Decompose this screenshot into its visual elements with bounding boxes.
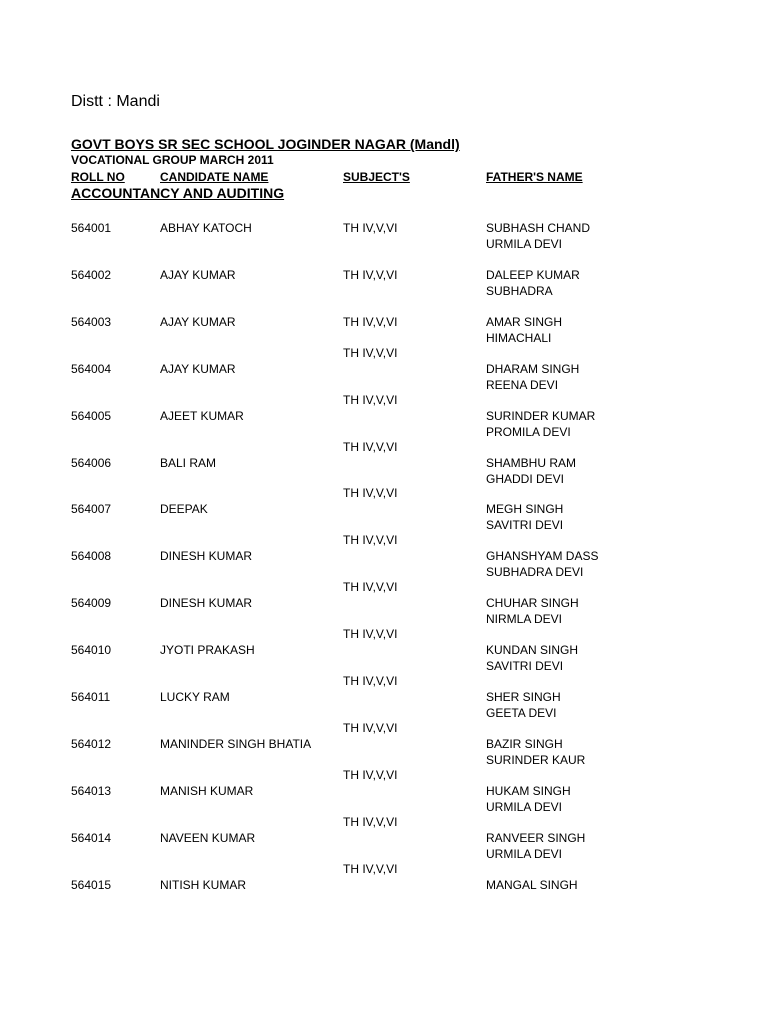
father-name-cell: CHUHAR SINGH (486, 596, 579, 611)
subjects-cell: TH IV,V,VI (343, 221, 398, 235)
father-name-cell: DALEEP KUMAR (486, 267, 580, 282)
candidate-name-cell: DINESH KUMAR (160, 596, 253, 611)
subjects-cell: TH IV,V,VI (343, 580, 398, 595)
candidate-name-cell: DINESH KUMAR (160, 549, 253, 564)
mother-name-cell: SAVITRI DEVI (486, 659, 564, 674)
roll-no-cell: 564015 (71, 877, 112, 892)
subjects-cell: TH IV,V,VI (343, 486, 398, 501)
candidate-name-cell: DEEPAK (160, 502, 208, 517)
roll-no-cell: 564014 (71, 830, 112, 845)
district-line: Distt : Mandi (71, 93, 160, 110)
father-name-cell: BAZIR SINGH (486, 736, 563, 751)
roll-no-cell: 564005 (71, 408, 112, 423)
subjects-cell: TH IV,V,VI (343, 345, 398, 360)
candidate-name-cell: BALI RAM (160, 455, 217, 470)
roll-no-cell: 564009 (71, 596, 112, 611)
candidate-name-cell: JYOTI PRAKASH (160, 643, 255, 658)
roll-no-cell: 564007 (71, 502, 112, 517)
candidate-name-cell: AJAY KUMAR (160, 314, 236, 329)
group-line: VOCATIONAL GROUP MARCH 2011 (71, 153, 274, 167)
father-name-cell: RANVEER SINGH (486, 830, 586, 845)
mother-name-cell: NIRMLA DEVI (486, 612, 563, 627)
father-name-cell: DHARAM SINGH (486, 361, 580, 376)
candidate-name-cell: ABHAY KATOCH (160, 221, 252, 235)
mother-name-cell: SUBHADRA (486, 283, 553, 298)
mother-name-cell: GEETA DEVI (486, 706, 557, 720)
roll-no-cell: 564002 (71, 267, 112, 282)
subjects-cell: TH IV,V,VI (343, 814, 398, 829)
subjects-cell: TH IV,V,VI (343, 533, 398, 548)
roll-no-cell: 564011 (71, 690, 111, 704)
candidate-name-cell: AJAY KUMAR (160, 361, 236, 376)
roll-no-cell: 564008 (71, 549, 112, 564)
mother-name-cell: SAVITRI DEVI (486, 518, 564, 533)
subjects-cell: TH IV,V,VI (343, 720, 398, 735)
candidate-name-cell: NAVEEN KUMAR (160, 830, 256, 845)
father-name-cell: GHANSHYAM DASS (486, 549, 599, 564)
subjects-cell: TH IV,V,VI (343, 267, 398, 282)
mother-name-cell: GHADDI DEVI (486, 471, 565, 486)
mother-name-cell: URMILA DEVI (486, 799, 563, 814)
candidate-name-cell: AJEET KUMAR (160, 408, 244, 423)
subjects-cell: TH IV,V,VI (343, 674, 398, 688)
header-subjects: SUBJECT'S (343, 170, 410, 184)
subjects-cell: TH IV,V,VI (343, 861, 398, 876)
subjects-cell: TH IV,V,VI (343, 627, 398, 642)
father-name-cell: SHER SINGH (486, 690, 561, 704)
subjects-cell: TH IV,V,VI (343, 439, 398, 454)
father-name-cell: HUKAM SINGH (486, 783, 571, 798)
mother-name-cell: PROMILA DEVI (486, 424, 571, 439)
school-name: GOVT BOYS SR SEC SCHOOL JOGINDER NAGAR (Mandl) (71, 136, 460, 152)
mother-name-cell: SUBHADRA DEVI (486, 565, 584, 580)
roll-no-cell: 564006 (71, 455, 112, 470)
mother-name-cell: REENA DEVI (486, 377, 559, 392)
subjects-cell: TH IV,V,VI (343, 314, 398, 329)
father-name-cell: SUBHASH CHAND (486, 221, 591, 235)
mother-name-cell: SURINDER KAUR (486, 752, 586, 767)
father-name-cell: AMAR SINGH (486, 314, 563, 329)
father-name-cell: MEGH SINGH (486, 502, 564, 517)
mother-name-cell: HIMACHALI (486, 330, 552, 345)
father-name-cell: SURINDER KUMAR (486, 408, 596, 423)
header-candidate-name: CANDIDATE NAME (160, 170, 269, 184)
roll-no-cell: 564003 (71, 314, 112, 329)
father-name-cell: MANGAL SINGH (486, 877, 578, 892)
candidate-name-cell: LUCKY RAM (160, 690, 230, 704)
candidate-name-cell: MANINDER SINGH BHATIA (160, 736, 312, 751)
roll-no-cell: 564010 (71, 643, 112, 658)
roll-no-cell: 564012 (71, 736, 112, 751)
father-name-cell: SHAMBHU RAM (486, 455, 577, 470)
candidate-name-cell: AJAY KUMAR (160, 267, 236, 282)
subjects-cell: TH IV,V,VI (343, 767, 398, 782)
subjects-cell: TH IV,V,VI (343, 392, 398, 407)
subject-title: ACCOUNTANCY AND AUDITING (71, 185, 285, 201)
header-fathers-name: FATHER'S NAME (486, 170, 583, 184)
roll-no-cell: 564001 (71, 221, 112, 235)
candidate-name-cell: NITISH KUMAR (160, 877, 247, 892)
candidate-name-cell: MANISH KUMAR (160, 783, 254, 798)
mother-name-cell: URMILA DEVI (486, 237, 563, 251)
roll-no-cell: 564004 (71, 361, 112, 376)
header-roll-no: ROLL NO (71, 170, 125, 184)
mother-name-cell: URMILA DEVI (486, 846, 563, 861)
father-name-cell: KUNDAN SINGH (486, 643, 579, 658)
roll-no-cell: 564013 (71, 783, 112, 798)
